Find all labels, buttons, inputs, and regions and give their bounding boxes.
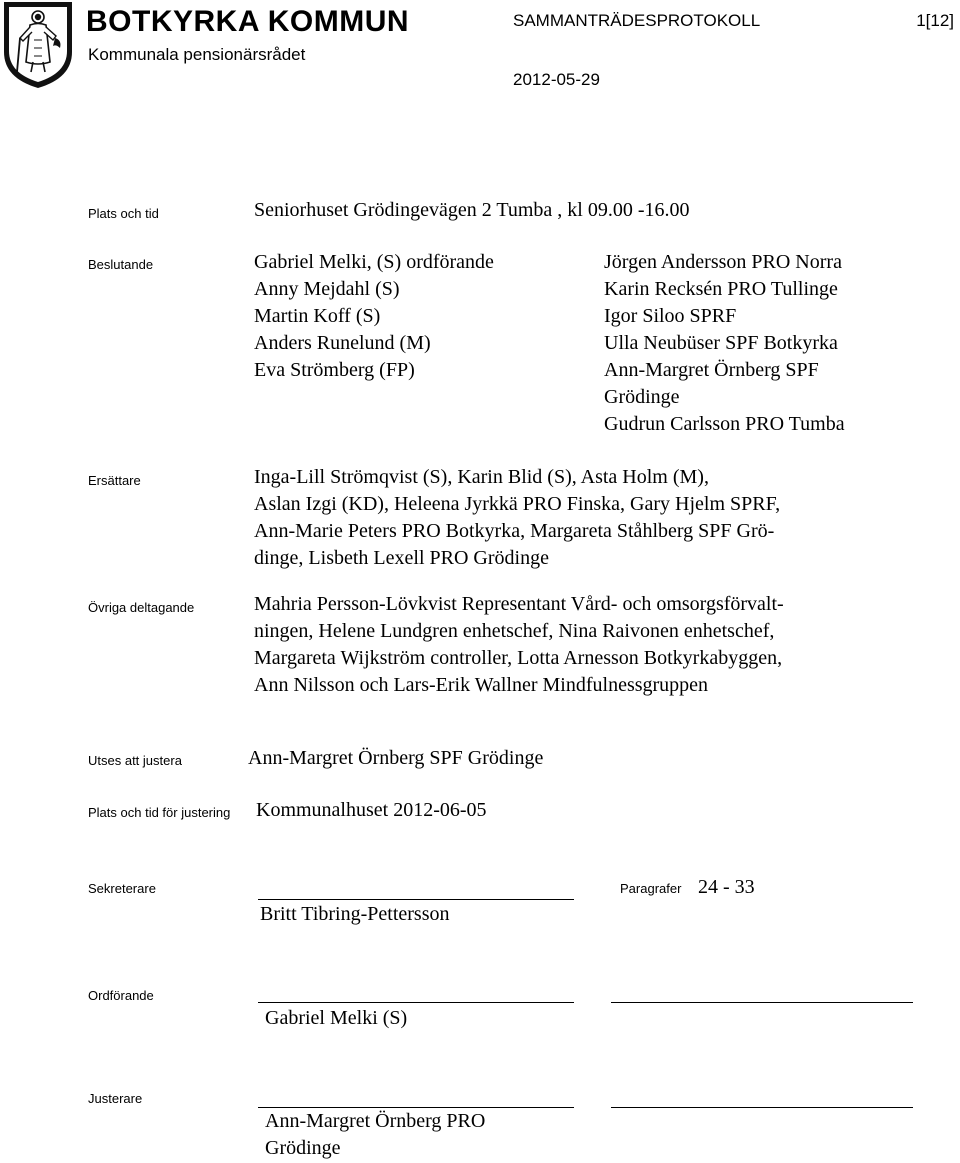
sekreterare-name: Britt Tibring-Pettersson — [260, 903, 450, 925]
beslutande-member: Jörgen Andersson PRO Norra — [604, 251, 842, 273]
beslutande-member: Anny Mejdahl (S) — [254, 278, 400, 300]
ordforande-label: Ordförande — [88, 988, 154, 1003]
justerare-name — [265, 1108, 485, 1162]
beslutande-member: Gabriel Melki, (S) ordförande — [254, 251, 494, 273]
council-name: Kommunala pensionärsrådet — [88, 45, 306, 64]
ovriga-line: Ann Nilsson och Lars-Erik Wallner Mindfulnessgruppen — [254, 674, 709, 696]
ordforande-signature-line — [258, 1002, 574, 1003]
beslutande-right-list — [604, 249, 845, 438]
ovriga-text — [254, 591, 784, 699]
beslutande-label: Beslutande — [88, 257, 154, 272]
page-number: 1[12] — [916, 11, 954, 30]
ersattare-text — [254, 464, 780, 572]
municipality-name: BOTKYRKA KOMMUN — [86, 5, 410, 38]
beslutande-member: Anders Runelund (M) — [254, 332, 431, 354]
ersattare-line: Aslan Izgi (KD), Heleena Jyrkkä PRO Finska, Gary Hjelm SPRF, — [254, 493, 781, 515]
beslutande-member: Karin Recksén PRO Tullinge — [604, 278, 838, 300]
sekreterare-label: Sekreterare — [88, 881, 156, 896]
ovriga-line: Mahria Persson-Lövkvist Representant Vård- och omsorgsförvalt- — [254, 593, 784, 615]
paragrafer-label: Paragrafer — [620, 881, 682, 896]
beslutande-member: Grödinge — [604, 386, 680, 408]
ovriga-line: Margareta Wijkström controller, Lotta Arnesson Botkyrkabyggen, — [254, 647, 783, 669]
beslutande-member: Ann-Margret Örnberg SPF — [604, 359, 819, 381]
ovriga-label: Övriga deltagande — [88, 600, 195, 615]
ersattare-line: dinge, Lisbeth Lexell PRO Grödinge — [254, 547, 549, 569]
ordforande-second-signature-line — [611, 1002, 913, 1003]
document-type: SAMMANTRÄDESPROTOKOLL — [513, 11, 761, 30]
justera-value: Ann-Margret Örnberg SPF Grödinge — [248, 747, 544, 769]
ersattare-label: Ersättare — [88, 473, 141, 488]
ersattare-line: Ann-Marie Peters PRO Botkyrka, Margareta Ståhlberg SPF Grö- — [254, 520, 775, 542]
justerare-name-line: Grödinge — [265, 1137, 341, 1159]
justering-place-value: Kommunalhuset 2012-06-05 — [256, 799, 487, 821]
beslutande-member: Eva Strömberg (FP) — [254, 359, 415, 381]
place-time-value: Seniorhuset Grödingevägen 2 Tumba , kl 09.00 -16.00 — [254, 199, 690, 221]
beslutande-left-list — [254, 249, 494, 384]
justera-label: Utses att justera — [88, 753, 182, 768]
ovriga-line: ningen, Helene Lundgren enhetschef, Nina Raivonen enhetschef, — [254, 620, 775, 642]
beslutande-member: Igor Siloo SPRF — [604, 305, 737, 327]
justerare-second-signature-line — [611, 1107, 913, 1108]
beslutande-member: Ulla Neubüser SPF Botkyrka — [604, 332, 838, 354]
meeting-date: 2012-05-29 — [513, 70, 600, 89]
paragrafer-value: 24 - 33 — [698, 876, 755, 898]
ordforande-name: Gabriel Melki (S) — [265, 1007, 408, 1029]
place-time-label: Plats och tid — [88, 206, 159, 221]
beslutande-member: Gudrun Carlsson PRO Tumba — [604, 413, 845, 435]
municipality-crest-logo — [0, 0, 76, 90]
sekreterare-signature-line — [258, 899, 574, 900]
beslutande-member: Martin Koff (S) — [254, 305, 381, 327]
ersattare-line: Inga-Lill Strömqvist (S), Karin Blid (S), Asta Holm (M), — [254, 466, 709, 488]
justerare-name-line: Ann-Margret Örnberg PRO — [265, 1110, 486, 1132]
justering-place-label: Plats och tid för justering — [88, 805, 231, 820]
justerare-label: Justerare — [88, 1091, 143, 1106]
